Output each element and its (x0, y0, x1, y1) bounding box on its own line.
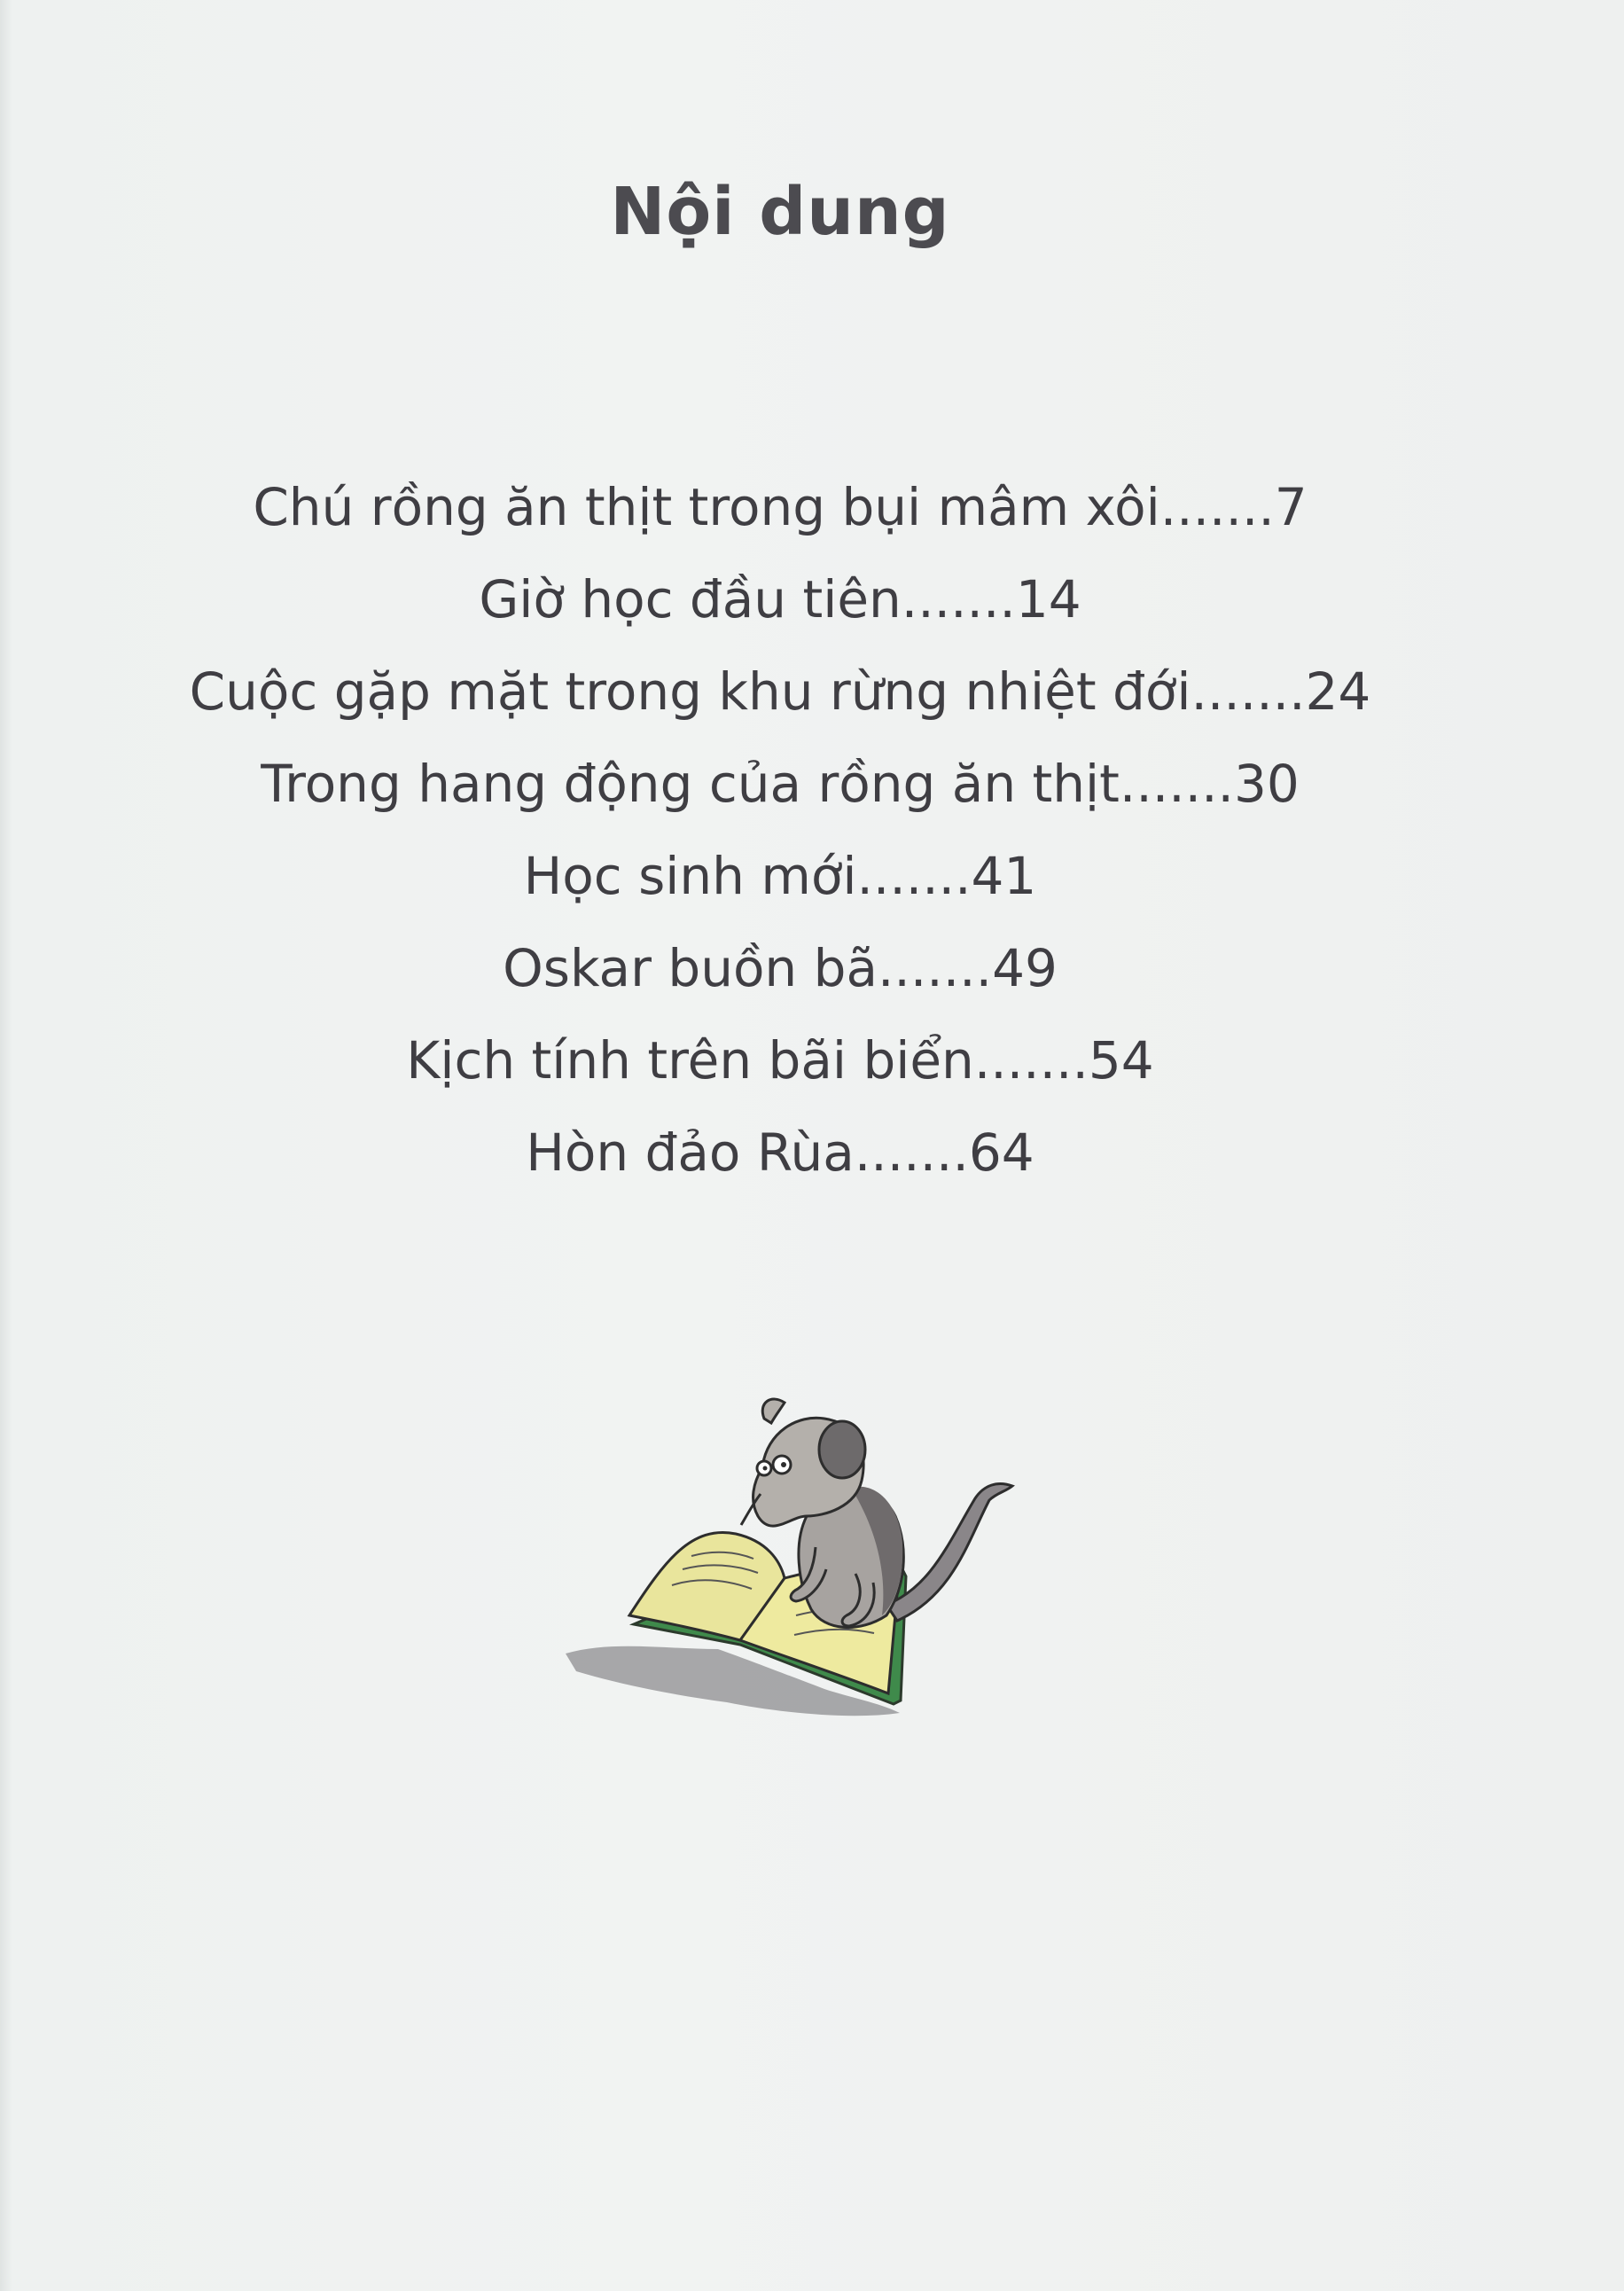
toc-entry-page: 41 (971, 846, 1037, 906)
toc-entry-title: Giờ học đầu tiên (479, 569, 902, 629)
toc-leader: ....... (1119, 754, 1234, 814)
mouse-reading-book-illustration (558, 1383, 1028, 1738)
toc-entry-page: 64 (968, 1122, 1035, 1183)
toc-entry (0, 738, 1560, 830)
toc-entry-title: Oskar buồn bã (503, 938, 878, 998)
toc-entry-page: 54 (1088, 1030, 1154, 1091)
toc-entry (0, 1106, 1560, 1199)
toc-entry-page: 14 (1015, 569, 1081, 629)
toc-entry-title: Cuộc gặp mặt trong khu rừng nhiệt đới (189, 661, 1191, 722)
toc-entry-page: 7 (1274, 477, 1308, 537)
table-of-contents (0, 461, 1560, 1199)
toc-entry-page: 30 (1233, 754, 1300, 814)
toc-entry (0, 461, 1560, 553)
toc-leader: ....... (878, 938, 993, 998)
toc-entry (0, 922, 1560, 1014)
toc-entry (0, 645, 1560, 738)
toc-leader: ....... (973, 1030, 1089, 1091)
mouse-tail (886, 1484, 1012, 1621)
toc-entry-title: Kịch tính trên bãi biển (406, 1030, 974, 1091)
toc-leader: ....... (1159, 477, 1275, 537)
toc-entry-page: 49 (992, 938, 1058, 998)
mouse-ear (819, 1421, 865, 1478)
toc-entry-title: Hòn đảo Rùa (526, 1122, 855, 1183)
toc-leader: ....... (856, 846, 972, 906)
toc-leader: ....... (901, 569, 1016, 629)
toc-entry-title: Chú rồng ăn thịt trong bụi mâm xôi (253, 477, 1160, 537)
toc-entry (0, 830, 1560, 922)
toc-entry-title: Học sinh mới (523, 846, 857, 906)
toc-entry (0, 553, 1560, 645)
toc-leader: ....... (1191, 661, 1306, 722)
page-title: Nội dung (610, 174, 950, 250)
toc-entry-title: Trong hang động của rồng ăn thịt (261, 754, 1120, 814)
toc-entry (0, 1014, 1560, 1106)
toc-entry-page: 24 (1305, 661, 1371, 722)
toc-leader: ....... (854, 1122, 969, 1183)
